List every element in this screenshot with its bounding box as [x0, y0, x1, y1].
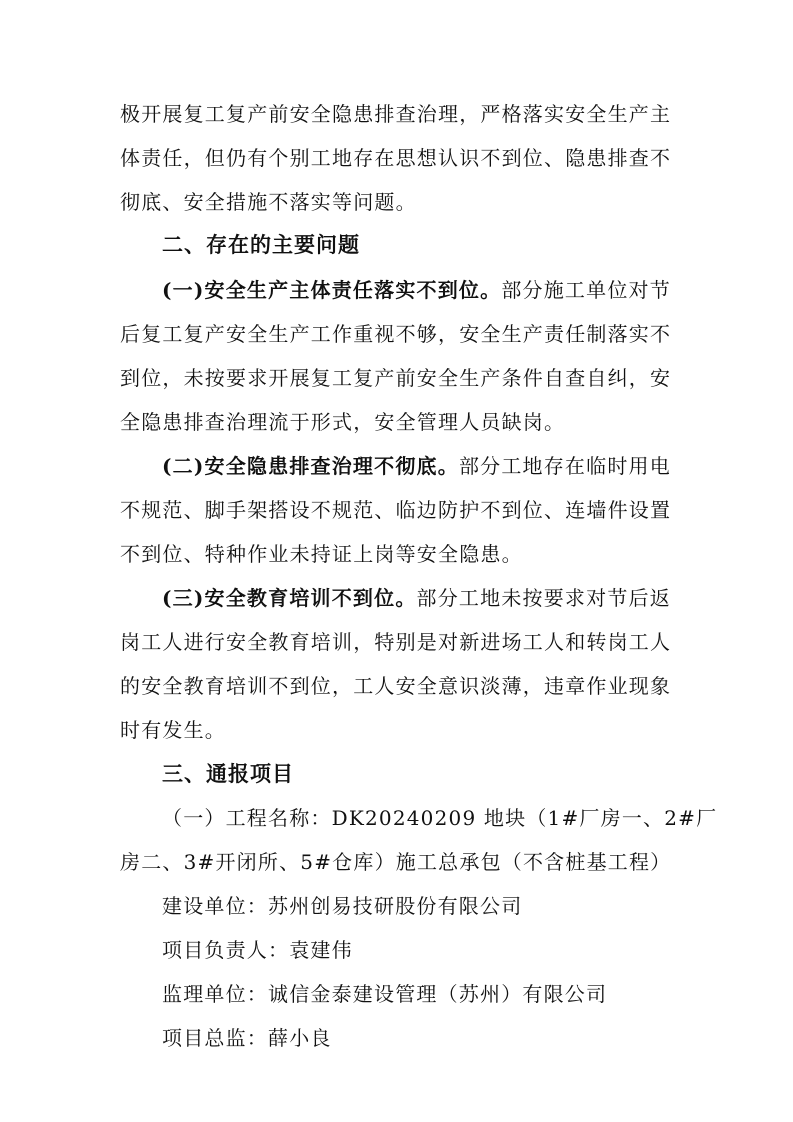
- issue-1-title: (一)安全生产主体责任落实不到位。: [162, 278, 502, 302]
- issue-2-first-rest: 部分工地存在临时用电: [458, 454, 671, 478]
- section-2-heading: 二、存在的主要问题: [162, 233, 360, 257]
- issue-3-first-rest: 部分工地未按要求对节后返: [416, 586, 671, 610]
- issue-1-first-line: [162, 276, 680, 304]
- issue-1-line-3: 到位，未按要求开展复工复产前安全生产条件自查自纠，安: [120, 366, 672, 390]
- section-3-heading: 三、通报项目: [162, 762, 294, 786]
- issue-2-first-line: [162, 452, 680, 480]
- issue-3-first-line: [162, 584, 680, 612]
- issue-3-title: (三)安全教育培训不到位。: [162, 586, 417, 610]
- supervision-unit: 监理单位：诚信金泰建设管理（苏州）有限公司: [162, 982, 608, 1006]
- intro-line-3: 彻底、安全措施不落实等问题。: [120, 190, 417, 214]
- issue-3-line-4: 时有发生。: [120, 718, 226, 742]
- issue-1-line-4: 全隐患排查治理流于形式，安全管理人员缺岗。: [120, 410, 566, 434]
- project-name-line-1: （一）工程名称：DK20240209 地块（1#厂房一、2#厂: [162, 806, 718, 830]
- issue-3-line-3: 的安全教育培训不到位，工人安全意识淡薄，违章作业现象: [120, 674, 672, 698]
- project-name-line-2: 房二、3#开闭所、5#仓库）施工总承包（不含桩基工程）: [120, 850, 672, 874]
- intro-line-2: 体责任，但仍有个别工地存在思想认识不到位、隐患排查不: [120, 146, 672, 170]
- intro-line-1: 极开展复工复产前安全隐患排查治理，严格落实安全生产主: [120, 102, 672, 126]
- issue-1-first-rest: 部分施工单位对节: [501, 278, 671, 302]
- issue-2-line-2: 不规范、脚手架搭设不规范、临边防护不到位、连墙件设置: [120, 498, 672, 522]
- chief-supervisor: 项目总监：薛小良: [162, 1026, 332, 1050]
- project-manager: 项目负责人：袁建伟: [162, 938, 353, 962]
- issue-1-line-2: 后复工复产安全生产工作重视不够，安全生产责任制落实不: [120, 322, 672, 346]
- issue-3-line-2: 岗工人进行安全教育培训，特别是对新进场工人和转岗工人: [120, 630, 672, 654]
- builder-unit: 建设单位：苏州创易技研股份有限公司: [162, 894, 523, 918]
- issue-2-line-3: 不到位、特种作业未持证上岗等安全隐患。: [120, 542, 523, 566]
- issue-2-title: (二)安全隐患排查治理不彻底。: [162, 454, 459, 478]
